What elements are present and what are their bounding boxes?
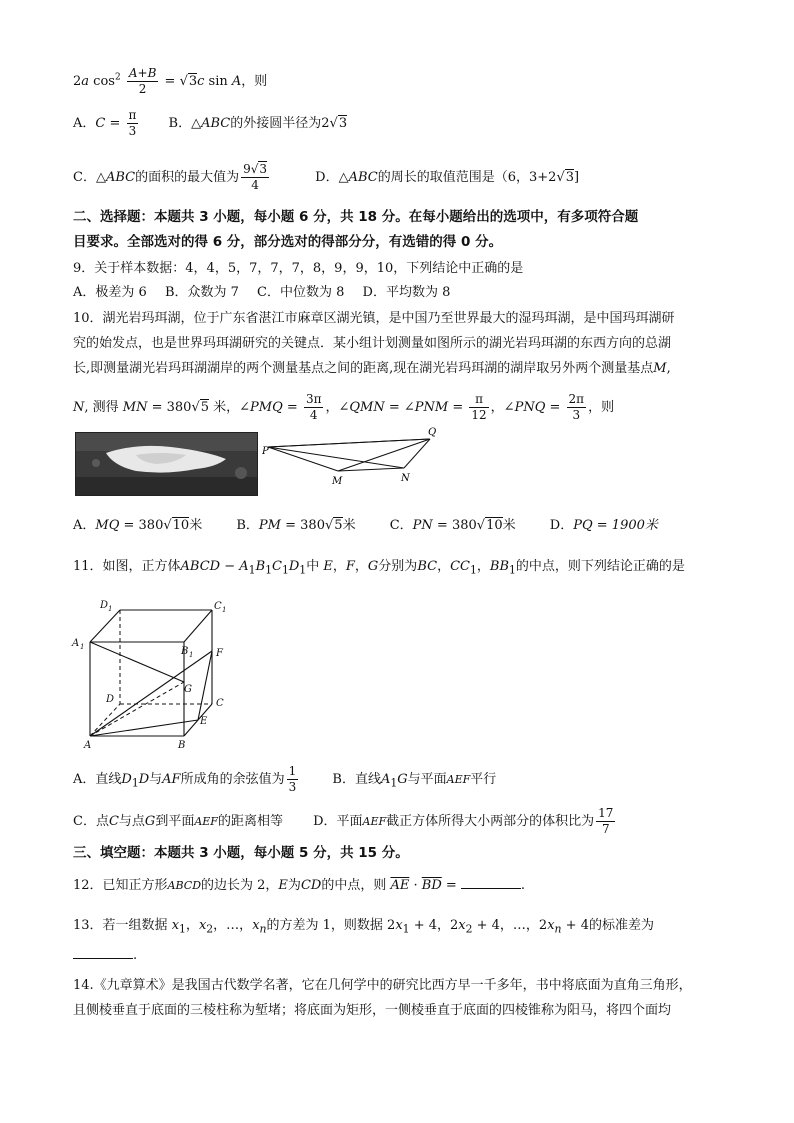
q14-line2: 且侧棱垂直于底面的三棱柱称为堑堵；将底面为矩形，一侧棱垂直于底面的四棱锥称为阳马，将四个面均 — [73, 1003, 672, 1018]
label-g: G — [184, 684, 192, 695]
q13-answer-line: . — [73, 946, 137, 966]
q9-options: A．极差为 6 B．众数为 7 C．中位数为 8 D．平均数为 8 — [73, 285, 451, 300]
label-f: F — [216, 648, 223, 659]
lake-photo — [75, 432, 258, 496]
point-q-label: Q — [428, 427, 437, 438]
label-d: D — [106, 694, 115, 705]
q8-options-ab: A．C = $\frac{\pi}{3}$ B．△ABC的外接圆半径为2√3 — [73, 108, 348, 138]
q8-condition: 2a $\cos^2$ $\frac{A+B}{2}$ = √3c sin A，则 — [73, 66, 268, 96]
label-b1: B — [181, 646, 189, 657]
label-c1: C — [214, 601, 222, 612]
label-d1: D — [100, 600, 109, 611]
section2-title-cont: 目要求。全部选对的得 6 分，部分选对的得部分分，有选错的得 0 分。 — [73, 234, 503, 250]
q10-diagram — [262, 425, 452, 489]
point-m-label: M — [332, 476, 343, 487]
q10-line4: N, 测得 MN = 380√5 米，∠PMQ = $\frac{3\pi}{4}$ ，∠QMN = ∠PNM = $\frac{\pi}{12}$ ，∠PNQ = $\frac{2\pi}{3}$ ，则 — [73, 392, 615, 422]
q13-stem: 13．若一组数据 $x_1$，$x_2$，…，$x_n$的方差为 1，则数据 $2x_1 + 4$，$2x_2 + 4$，…，$2x_n + 4$的标准差为 — [73, 918, 654, 936]
q11-options-ab: A．直线$D_1D$与AF所成角的余弦值为 $\frac{1}{3}$ B．直线$A_1G$与平面AEF平行 — [73, 764, 497, 794]
q11-stem: 11．如图，正方体ABCD − $A_1B_1C_1D_1$中 E，F，G分别为BC，$CC_1$，$BB_1$的中点，则下列结论正确的是 — [73, 559, 685, 577]
q11-options-cd: C．点C与点G到平面AEF的距离相等 D．平面AEF截正方体所得大小两部分的体积比为 $\frac{17}{7}$ — [73, 806, 614, 836]
svg-text:1: 1 — [222, 606, 227, 614]
point-p-label: P — [262, 446, 269, 457]
q13-answer-blank[interactable] — [73, 946, 133, 959]
q12-stem: 12．已知正方形ABCD的边长为 2，E为CD的中点，则 $\overline{AE} \cdot \overline{BD}$ = . — [73, 878, 526, 893]
svg-text:1: 1 — [80, 643, 85, 651]
q10-line3: 长,即测量湖光岩玛珥湖湖岸的两个测量基点之间的距离,现在湖光岩玛珥湖的湖岸取另外两个测量基点M, — [73, 361, 671, 376]
svg-text:1: 1 — [189, 651, 194, 659]
q9-stem: 9．关于样本数据：4，4，5，7，7，7，8，9，9，10，下列结论中正确的是 — [73, 261, 524, 276]
q12-answer-blank[interactable] — [461, 876, 521, 889]
label-b: B — [178, 740, 186, 751]
q8-options-cd: C．△ABC的面积的最大值为 $\frac{9√3}{4}$ D．△ABC的周长的取值范围是（6，3+2√3] — [73, 162, 580, 192]
q10-options: A．MQ = 380√10米 B．PM = 380√5米 C．PN = 380√10米 D．PQ = 1900米 — [73, 518, 658, 533]
label-a: A — [84, 740, 92, 751]
section3-title: 三、填空题：本题共 3 小题，每小题 5 分，共 15 分。 — [73, 845, 409, 861]
label-a1: A — [72, 638, 80, 649]
label-c: C — [216, 698, 224, 709]
q14-line1: 14.《九章算术》是我国古代数学名著，它在几何学中的研究比西方早一千多年，书中将底面为直角三角形， — [73, 978, 692, 993]
q10-line1: 10．湖光岩玛珥湖，位于广东省湛江市麻章区湖光镇，是中国乃至世界最大的湿玛珥湖，是中国玛珥湖研 — [73, 311, 675, 326]
point-n-label: N — [401, 473, 410, 484]
section2-title: 二、选择题：本题共 3 小题，每小题 6 分，共 18 分。在每小题给出的选项中，有多项符合题 — [73, 209, 639, 225]
label-e: E — [200, 716, 208, 727]
q10-line2: 究的始发点，也是世界玛珥湖研究的关键点．某小组计划测量如图所示的湖光岩玛珥湖的东西方向的总湖 — [73, 336, 672, 351]
svg-text:1: 1 — [108, 605, 113, 613]
cube-diagram — [70, 596, 240, 752]
